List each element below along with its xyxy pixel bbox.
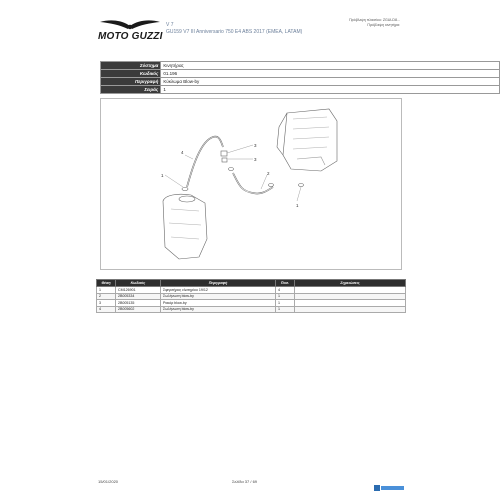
cell-position: 4: [97, 306, 116, 313]
info-key: Σειράς: [101, 86, 161, 94]
model-full-name: GU159 V7 III Anniversario 750 E4 ABS 2017 (EMEA, LATAM): [166, 29, 303, 35]
blow-by-fitting-3: [221, 151, 227, 156]
info-value: Κύκλωμα Blow-by: [161, 78, 500, 86]
spring-clamp-1: [269, 184, 274, 187]
col-header-quantity: Ποσ.: [276, 280, 295, 287]
col-header-description: Περιγραφή: [161, 280, 276, 287]
cell-code: 2B005602: [116, 306, 161, 313]
info-row-system: [101, 62, 500, 70]
cell-code: 2B005135: [116, 300, 161, 307]
info-key: Κωδικός: [101, 70, 161, 78]
callout-label: 3: [254, 143, 257, 148]
cell-quantity: 1: [276, 293, 295, 300]
cell-position: 1: [97, 287, 116, 294]
info-row-code: [101, 70, 500, 78]
callout-label: 3: [254, 157, 257, 162]
spring-clamp-1: [299, 184, 304, 187]
cell-quantity: 1: [276, 306, 295, 313]
parts-table: [96, 279, 406, 313]
page-number: Σελίδα 37 / 69: [232, 479, 258, 484]
cell-description: Ρακόρ blow-by: [161, 300, 276, 307]
footer-logo: [374, 478, 404, 484]
info-row-description: [101, 78, 500, 86]
spring-clamp-1: [182, 188, 188, 191]
cell-description: Σωλήνωση blow-by: [161, 293, 276, 300]
info-value: 1: [161, 86, 500, 94]
brand-logo: [98, 18, 162, 44]
callout-label: 1: [296, 203, 299, 208]
cell-description: Σφιγκτήρας ελατηρίου 19/12: [161, 287, 276, 294]
cell-notes: [295, 306, 406, 313]
blow-by-hose-4: [187, 137, 223, 187]
callout-label: 4: [181, 150, 184, 155]
engine-forecast: Πρόβλεψη κινητήρα:: [367, 23, 400, 27]
cell-code: CM126901: [116, 287, 161, 294]
col-header-notes: Σημειώσεις: [295, 280, 406, 287]
col-header-code: Κωδικός: [116, 280, 161, 287]
info-key: Σύστημα: [101, 62, 161, 70]
eagle-icon: [98, 18, 162, 32]
col-header-position: Θέση: [97, 280, 116, 287]
info-row-series: [101, 86, 500, 94]
info-key: Περιγραφή: [101, 78, 161, 86]
cell-position: 2: [97, 293, 116, 300]
cell-quantity: 4: [276, 287, 295, 294]
info-value: Κινητήρας: [161, 62, 500, 70]
airbox-outline: [163, 194, 207, 259]
info-value: 01.196: [161, 70, 500, 78]
engine-head-outline: [283, 109, 337, 171]
cell-quantity: 1: [276, 300, 295, 307]
table-row[interactable]: [97, 306, 406, 313]
callout-label: 1: [161, 173, 164, 178]
brand-name: MOTO GUZZI: [98, 31, 163, 42]
assembly-info-table: [100, 61, 500, 94]
model-short: V 7: [166, 22, 174, 28]
print-date: 15/01/2020: [98, 479, 119, 484]
cell-code: 2B005334: [116, 293, 161, 300]
cell-description: Σωλήνωση blow-by: [161, 306, 276, 313]
diagram-drawing: [101, 99, 401, 269]
parts-table-header: [97, 280, 406, 287]
spring-clamp-1: [229, 168, 234, 171]
exploded-parts-diagram: [100, 98, 402, 270]
callout-label: 2: [267, 171, 270, 176]
frame-forecast: Πρόβλεψη πλαισίου: ZGULD8...: [349, 18, 400, 22]
publisher-logo-icon: [374, 485, 404, 491]
cell-position: 3: [97, 300, 116, 307]
